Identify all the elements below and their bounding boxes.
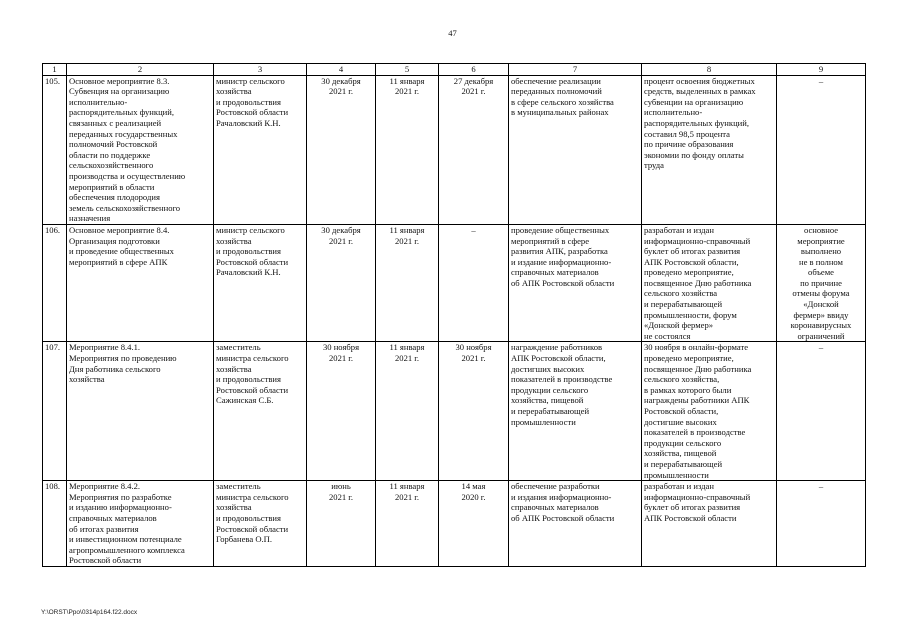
cell-text-line: коронавирусных [790,320,852,331]
page-number: 47 [448,28,457,38]
cell-text-line: Мероприятия по разработке [69,491,172,502]
cell-text-line: проведение общественных [511,224,610,235]
cell-text-line: и продовольствия [216,96,281,107]
cell-text-line: 11 января [389,481,425,492]
cell-text-line: министра сельского [216,491,289,502]
column-header: 5 [376,64,439,76]
cell-text-line: министр сельского [216,75,285,86]
cell-text-line: справочных материалов [69,512,157,523]
cell-text-line: переданных полномочий [511,86,602,97]
cell-text-line: труда [644,160,664,171]
measure-name-cell [67,342,214,481]
cell-text-line: не состоялся [644,330,691,341]
measure-name-cell [67,75,214,224]
table-row [43,75,866,224]
deviation-reasons-cell [777,342,866,481]
cell-text-line: Рачаловский К.Н. [216,267,281,278]
cell-text-line: земель сельскохозяйственного [69,202,181,213]
planned-date-cell [307,481,376,567]
column-header: 8 [642,64,777,76]
cell-text-line: 14 мая [461,481,486,492]
cell-text-line: хозяйства [69,374,105,385]
row-number-cell: 108. [43,481,67,567]
cell-text-line: по причине образования [644,139,734,150]
cell-text-line: объеме [808,267,834,278]
cell-text-line: 2021 г. [328,86,354,97]
cell-text-line: назначения [69,213,111,224]
cell-text-line: и издание информационно- [511,256,612,267]
cell-text-line: хозяйства, пищевой [644,448,717,459]
cell-text-line: мероприятие [797,235,845,246]
file-path-footer: Y:\ORST\Ppo\0314p164.f22.docx [41,609,138,616]
cell-text-line: фермер» ввиду [793,309,849,320]
cell-text-line: проведено мероприятие, [644,267,734,278]
cell-text-line: – [818,342,824,353]
cell-text-line: и проведение общественных [69,246,174,257]
cell-text-line: 30 декабря [321,75,361,86]
column-header: 7 [509,64,642,76]
cell-text-line: буклет об итогах развития [644,502,741,513]
column-header: 3 [214,64,307,76]
table-row [43,224,866,342]
cell-text-line: июнь [331,481,351,492]
cell-text-line: Основное мероприятие 8.3. [69,75,170,86]
cell-text-line: Организация подготовки [69,235,160,246]
cell-text-line: Ростовской области, [644,406,719,416]
cell-text-line: хозяйства [216,363,252,374]
cell-text-line: Ростовской области [216,107,289,118]
cell-text-line: продукции сельского [644,437,722,448]
cell-text-line: 2021 г. [328,353,354,364]
cell-text-line: 30 ноября [322,342,360,353]
actual-start-date-cell [376,75,439,224]
expected-result-cell [509,224,642,342]
cell-text-line: Ростовской области [216,384,289,395]
cell-text-line: Мероприятие 8.4.1. [69,342,141,353]
cell-text-line: и перерабатывающей [644,458,723,469]
cell-text-line: выполнено [800,246,842,257]
row-number-cell: 106. [43,224,67,342]
cell-text-line: об АПК Ростовской области [511,277,615,288]
expected-result-cell [509,75,642,224]
cell-text-line: сельского хозяйства [644,288,718,299]
cell-text-line: Основное мероприятие 8.4. [69,224,170,235]
cell-text-line: об итогах развития [69,523,139,534]
column-header: 6 [439,64,509,76]
cell-text-line: 2021 г. [394,86,420,97]
cell-text-line: достигшие высоких [644,416,717,427]
cell-text-line: развития АПК, разработка [511,246,608,257]
cell-text-line: 2021 г. [328,491,354,502]
cell-text-line: сельского хозяйства, [644,374,720,385]
measure-name-cell [67,224,214,342]
deviation-reasons-cell [777,224,866,342]
row-number-cell: 107. [43,342,67,481]
cell-text-line: средств, выделенных в рамках [644,86,756,97]
cell-text-line: 30 ноября [455,342,492,353]
actual-start-date-cell [376,224,439,342]
cell-text-line: экономии по фонду оплаты [644,149,744,160]
cell-text-line: министр сельского [216,224,285,235]
cell-text-line: и изданию информационно- [69,502,172,513]
cell-text-line: показателей в производстве [511,374,613,385]
cell-text-line: 30 ноября в онлайн-формате [644,342,749,353]
cell-text-line: мероприятий в сфере АПК [69,256,168,267]
cell-text-line: составил 98,5 процента [644,128,730,139]
table-row [43,342,866,481]
responsible-person-cell [214,342,307,481]
cell-text-line: обеспечение реализации [511,75,601,86]
cell-text-line: переданных государственных [69,128,178,139]
achieved-result-cell [642,481,777,567]
actual-end-date-cell [439,75,509,224]
cell-text-line: субвенции на организацию [644,96,744,107]
cell-text-line: области по поддержке [69,149,151,160]
cell-text-line: и издания информационно- [511,491,612,502]
expected-result-cell [509,342,642,481]
cell-text-line: сельскохозяйственного [69,160,154,171]
cell-text-line: Сажинская С.Б. [216,395,274,406]
cell-text-line: распорядительных функций, [69,107,175,118]
cell-text-line: заместитель [216,342,261,353]
cell-text-line: полномочий Ростовской [69,139,158,150]
cell-text-line: посвященное Дню работника [644,363,752,374]
cell-text-line: мероприятий в сфере [511,235,590,246]
planned-date-cell [307,75,376,224]
cell-text-line: и перерабатывающей [511,406,590,416]
cell-text-line: 30 декабря [321,224,361,235]
cell-text-line: 27 декабря [453,75,494,86]
cell-text-line: Ростовской области [69,555,142,566]
cell-text-line: хозяйства [216,86,252,97]
cell-text-line: промышленности [644,469,709,480]
cell-text-line: 2021 г. [394,491,420,502]
actual-end-date-cell [439,342,509,481]
cell-text-line: заместитель [216,481,261,492]
cell-text-line: Рачаловский К.Н. [216,117,281,128]
cell-text-line: посвященное Дню работника [644,277,752,288]
cell-text-line: хозяйства [216,502,252,513]
cell-text-line: исполнительно- [69,96,128,107]
cell-text-line: и продовольствия [216,374,281,385]
actual-end-date-cell [439,224,509,342]
cell-text-line: 2021 г. [328,235,354,246]
actual-start-date-cell [376,342,439,481]
cell-text-line: не в полном [798,256,843,267]
cell-text-line: достигших высоких [511,363,585,374]
measure-name-cell [67,481,214,567]
row-number-cell: 105. [43,75,67,224]
cell-text-line: Ростовской области [216,523,289,534]
cell-text-line: 2021 г. [461,353,486,364]
cell-text-line: и продовольствия [216,246,281,257]
column-header: 2 [67,64,214,76]
cell-text-line: распорядительных функций, [644,117,750,128]
planned-date-cell [307,342,376,481]
cell-text-line: хозяйства [216,235,252,246]
actual-end-date-cell [439,481,509,567]
cell-text-line: разработан и издан [644,481,714,492]
cell-text-line: министра сельского [216,353,289,364]
cell-text-line: об АПК Ростовской области [511,512,615,523]
cell-text-line: – [818,75,824,86]
column-header: 1 [43,64,67,76]
cell-text-line: Мероприятие 8.4.2. [69,481,141,492]
deviation-reasons-cell [777,75,866,224]
responsible-person-cell [214,481,307,567]
table-row [43,481,866,567]
column-header-row [43,64,866,76]
cell-text-line: – [471,224,476,235]
cell-text-line: Дня работника сельского [69,363,161,374]
planned-date-cell [307,224,376,342]
cell-text-line: обеспечение разработки [511,481,600,492]
cell-text-line: Субвенция на организацию [69,86,170,97]
achieved-result-cell [642,342,777,481]
cell-text-line: буклет об итогах развития [644,246,741,257]
cell-text-line: информационно-справочный [644,491,751,502]
cell-text-line: в муниципальных районах [511,107,609,118]
cell-text-line: 11 января [389,224,425,235]
cell-text-line: 2020 г. [461,491,486,502]
cell-text-line: 2021 г. [394,353,420,364]
cell-text-line: Горбанева О.П. [216,534,273,545]
cell-text-line: награждены работники АПК [644,395,750,406]
cell-text-line: процент освоения бюджетных [644,75,755,86]
cell-text-line: 11 января [389,342,425,353]
cell-text-line: отмены форума [792,288,850,299]
expected-result-cell [509,481,642,567]
cell-text-line: по причине [800,277,842,288]
responsible-person-cell [214,75,307,224]
cell-text-line: промышленности [511,416,576,427]
cell-text-line: промышленности, форум [644,309,737,320]
cell-text-line: справочных материалов [511,502,599,513]
cell-text-line: – [818,481,824,492]
cell-text-line: АПК Ростовской области, [644,256,739,267]
cell-text-line: и перерабатывающей [644,299,723,310]
cell-text-line: мероприятий в области [69,181,155,192]
cell-text-line: проведено мероприятие, [644,353,734,364]
cell-text-line: показателей в производстве [644,427,746,438]
achieved-result-cell [642,75,777,224]
cell-text-line: связанных с реализацией [69,117,162,128]
deviation-reasons-cell [777,481,866,567]
cell-text-line: Ростовской области [216,256,289,267]
cell-text-line: 2021 г. [394,235,420,246]
cell-text-line: обеспечения плодородия [69,192,160,203]
cell-text-line: исполнительно- [644,107,703,118]
achieved-result-cell [642,224,777,342]
cell-text-line: 2021 г. [461,86,486,97]
cell-text-line: «Донской [803,299,839,310]
actual-start-date-cell [376,481,439,567]
cell-text-line: награждение работников [511,342,603,353]
cell-text-line: ограничений [797,330,845,341]
cell-text-line: АПК Ростовской области, [511,353,606,364]
cell-text-line: и продовольствия [216,512,281,523]
cell-text-line: основное [803,224,839,235]
cell-text-line: «Донской фермер» [644,320,714,331]
cell-text-line: справочных материалов [511,267,599,278]
cell-text-line: 11 января [389,75,425,86]
column-header: 4 [307,64,376,76]
cell-text-line: агропромышленного комплекса [69,544,185,555]
cell-text-line: информационно-справочный [644,235,751,246]
cell-text-line: хозяйства, пищевой [511,395,584,406]
cell-text-line: Мероприятия по проведению [69,353,177,364]
cell-text-line: и инвестиционном потенциале [69,534,182,545]
cell-text-line: в рамках которого были [644,384,732,395]
cell-text-line: разработан и издан [644,224,714,235]
report-table [42,63,866,567]
responsible-person-cell [214,224,307,342]
cell-text-line: АПК Ростовской области [644,512,737,523]
cell-text-line: продукции сельского [511,384,589,395]
cell-text-line: в сфере сельского хозяйства [511,96,614,107]
cell-text-line: производства и осуществлению [69,170,186,181]
column-header: 9 [777,64,866,76]
